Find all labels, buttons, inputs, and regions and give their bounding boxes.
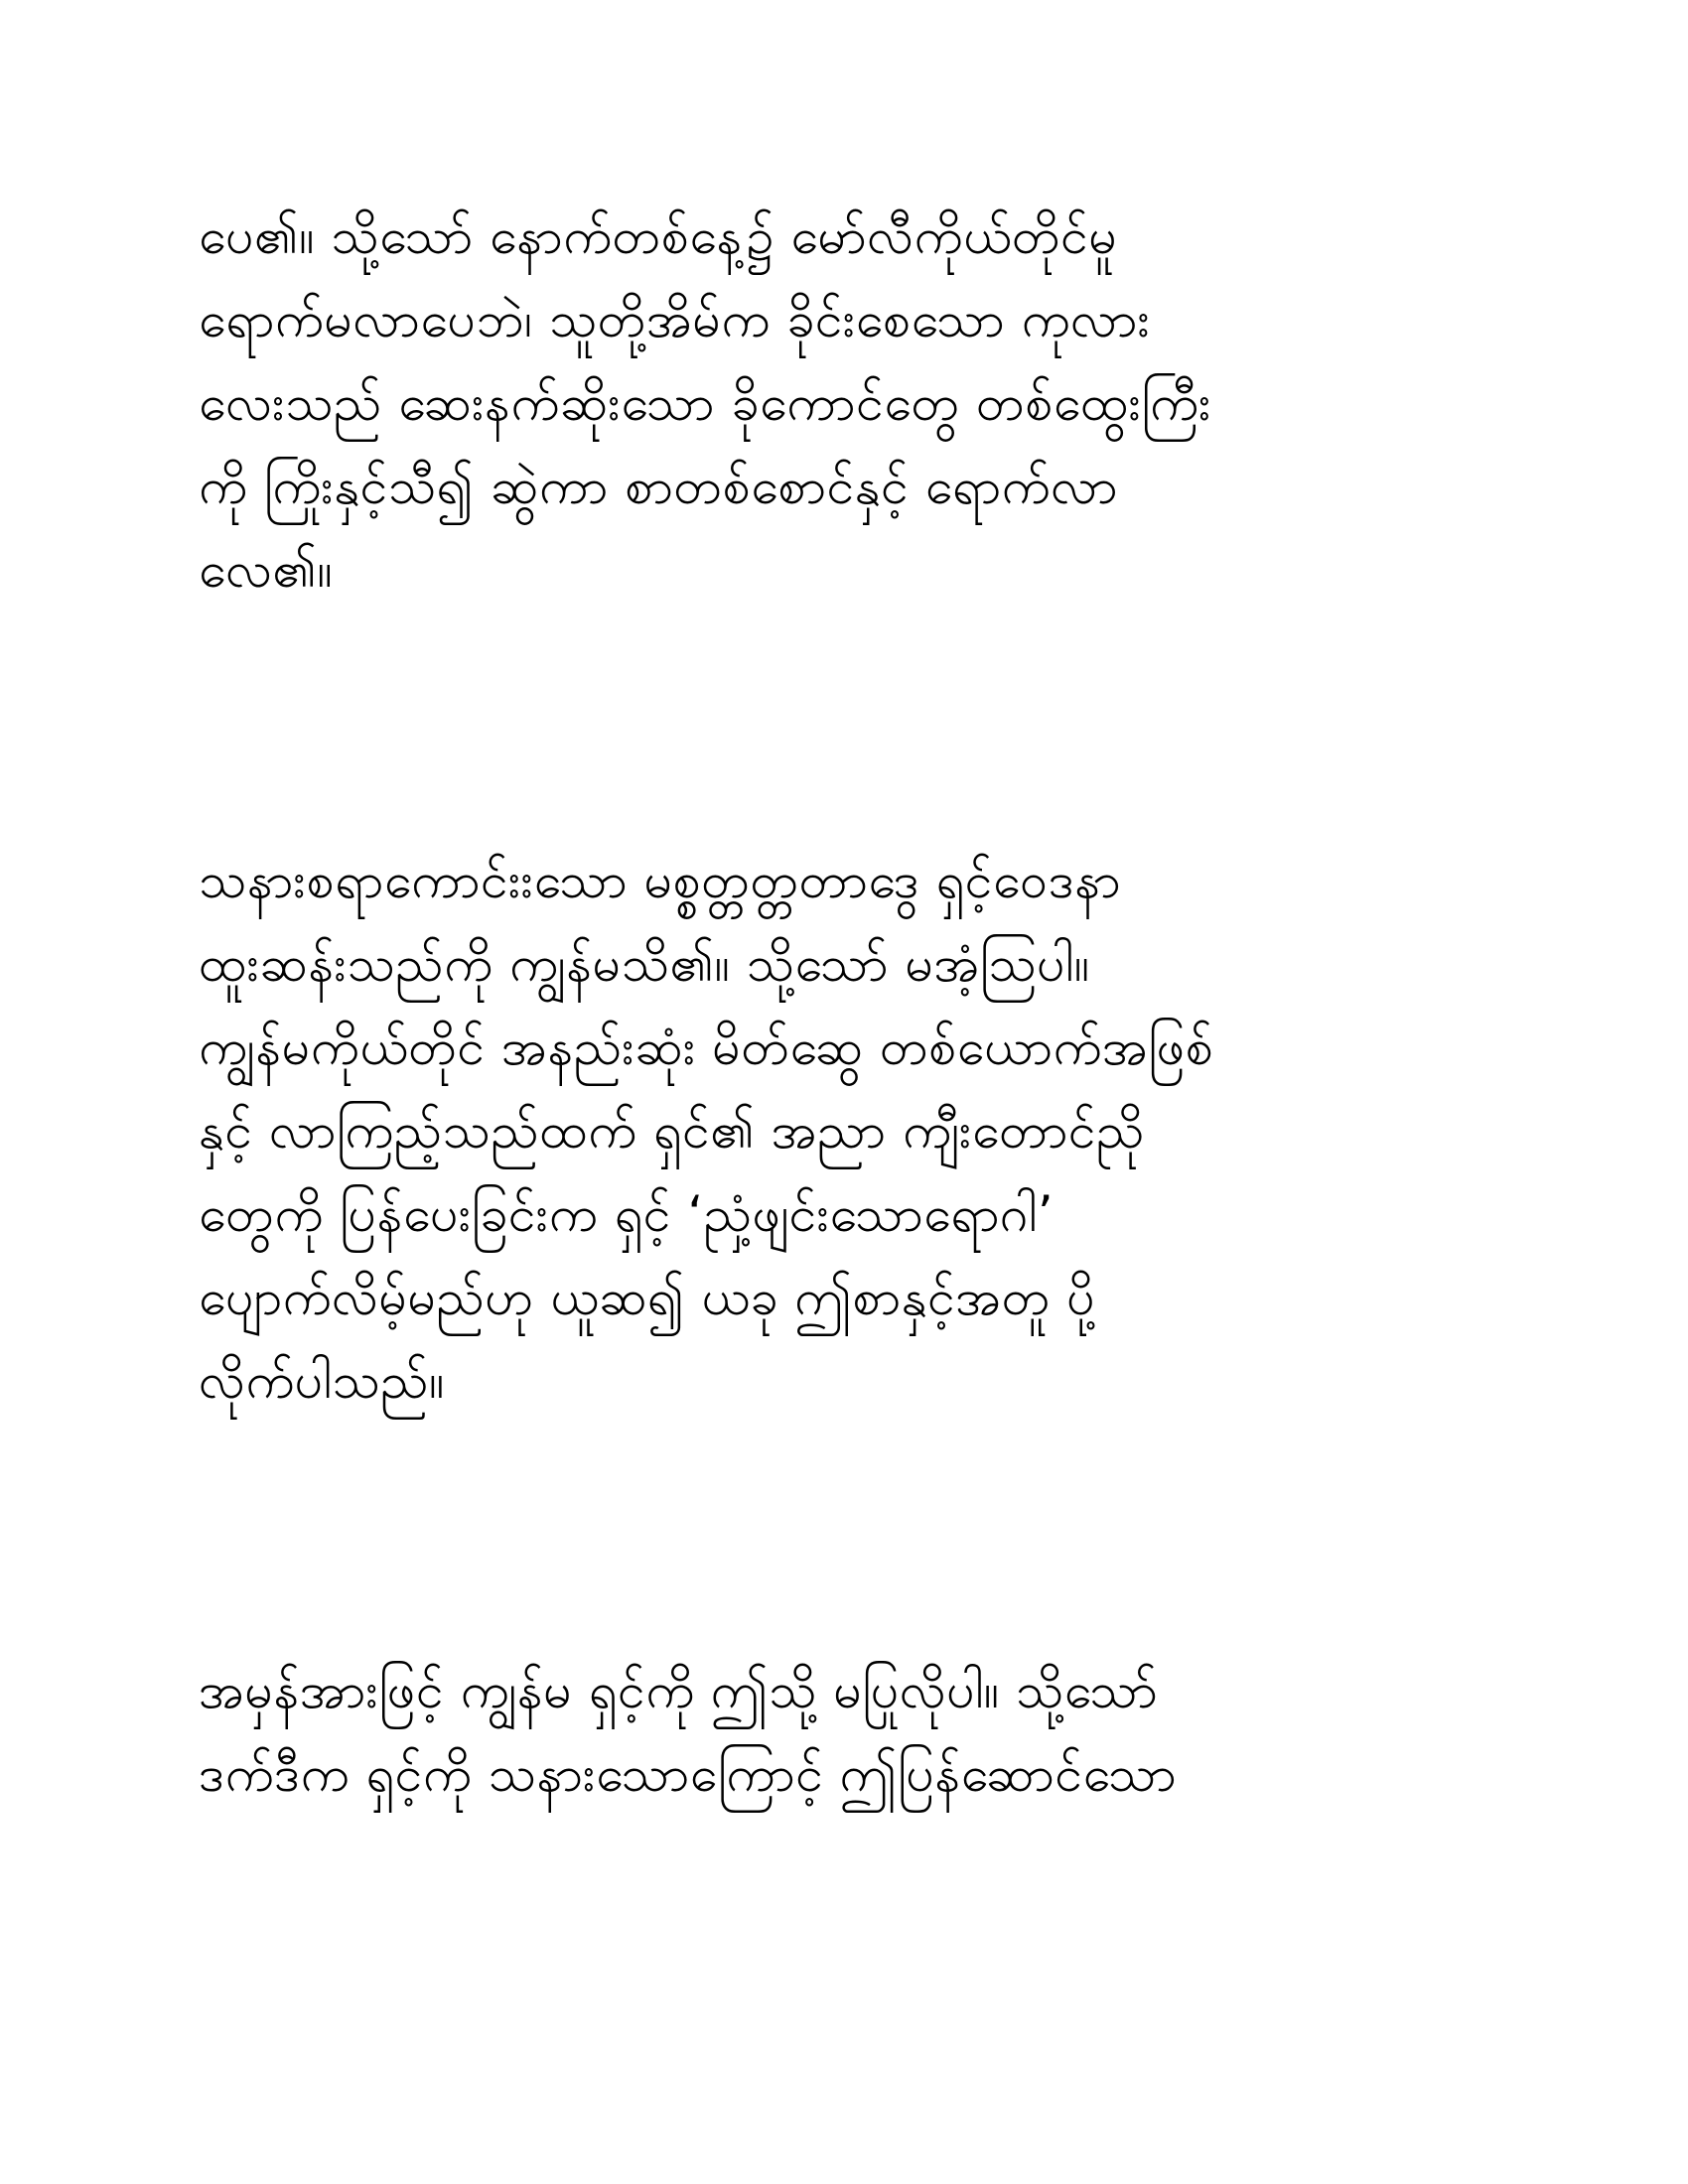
text-line: အမှန်အားဖြင့် ကျွန်မ ရှင့်ကို ဤသို့ မပြုလိုပါ။ သို့သော်: [199, 1662, 1159, 1719]
text-line: လေးသည် ဆေးနက်ဆိုးသော ခိုကောင်တွေ တစ်ထွေးကြီး: [199, 374, 1212, 432]
text-line: ကျွန်မကိုယ်တိုင် အနည်းဆုံး မိတ်ဆွေ တစ်ယောက်အဖြစ်: [199, 1019, 1214, 1076]
paragraph-2: [199, 839, 1509, 1423]
text-line: ပေ၏။ သို့သော် နောက်တစ်နေ့၌ မော်လီကိုယ်တိုင်မူ: [199, 207, 1118, 265]
text-line: သနားစရာကောင်းးသော မစ္စတ္တတ္တတာဒွေ ရှင့်ဝေဒနာ: [199, 852, 1122, 909]
text-line: ရောက်မလာပေဘဲ၊ သူတို့အိမ်က ခိုင်းစေသော ကုလား: [199, 291, 1151, 348]
text-line: တွေကို ပြန်ပေးခြင်းက ရှင့် ‘ညှံ့ဖျင်းသောရောဂါ’: [199, 1185, 1055, 1243]
text-line: ဒက်ဒီက ရှင့်ကို သနားသောကြောင့် ဤပြန်ဆောင်သော: [199, 1745, 1178, 1803]
text-line: လိုက်ပါသည်။: [199, 1352, 445, 1410]
text-line: ပျောက်လိမ့်မည်ဟု ယူဆ၍ ယခု ဤစာနှင့်အတူ ပို့: [199, 1269, 1096, 1326]
text-line: လေ၏။: [199, 541, 334, 599]
text-line: ကို ကြိုးနှင့်သီ၍ ဆွဲကာ စာတစ်စောင်နှင့် ရောက်လာ: [199, 458, 1119, 515]
text-line: နှင့် လာကြည့်သည်ထက် ရှင်၏ အညာ ကျီးတောင်ညို: [199, 1102, 1145, 1160]
text-line: ထူးဆန်းသည်ကို ကျွန်မသိ၏။ သို့သော် မအံ့သြပါ။: [199, 935, 1090, 993]
paragraph-1: [199, 195, 1509, 612]
paragraph-3: [199, 1649, 1509, 1816]
